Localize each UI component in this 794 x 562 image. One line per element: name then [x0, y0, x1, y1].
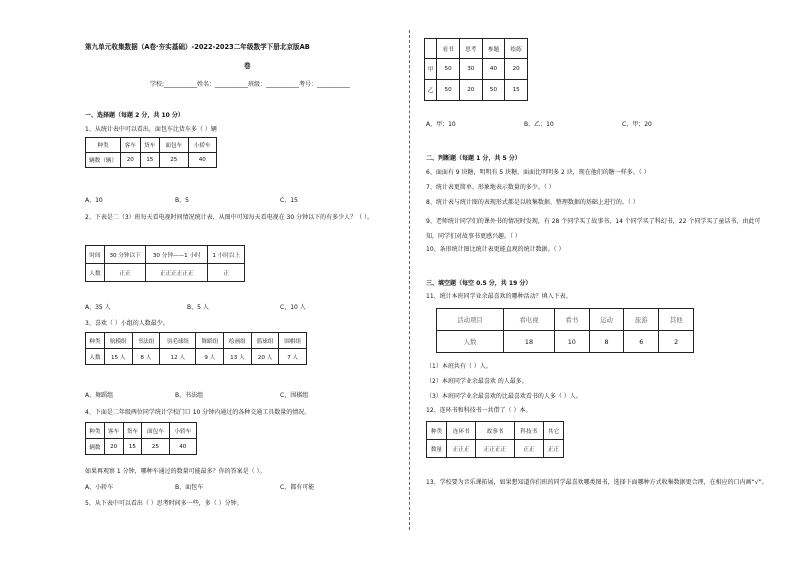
table-cell: 数量	[427, 440, 447, 458]
table-cell: 20	[459, 80, 482, 101]
q4-option-c: C、都有可能	[280, 484, 315, 491]
q12-text: 12、连环书和科技书一共借了（ ）本。	[426, 407, 532, 414]
q2-option-c: C、10 人	[280, 304, 306, 311]
q3-text: 3、喜欢（ ）小组的人数最少。	[85, 320, 169, 327]
table-cell: 绘画组	[224, 333, 252, 349]
student-info: 学校:___________姓名：___________班级：___________考号：___________	[150, 81, 351, 88]
q11-text: 11、统计本班同学业余最喜欢的哪种活动？填入下表。	[426, 293, 572, 300]
table-cell: 连环书	[447, 422, 476, 440]
q2-text: 2、下表是二（3）班每天看电视时间情况统计表，从图中可知每天看电视在 30 分钟以下的有多少人？（ ）。	[85, 214, 373, 221]
page-title: 第九单元收集数据（A卷·夯实基础）-2022-2023二年级数学下册北京版AB	[85, 43, 310, 51]
table-cell: 参题	[482, 39, 505, 59]
q11-sub2: （2）本班同学业余最喜欢 的人最多。	[426, 378, 528, 385]
table-cell: 40	[482, 59, 505, 80]
table-cell: 看电视	[504, 309, 555, 331]
table-cell: 13 人	[224, 349, 252, 365]
table-cell: 12 人	[160, 349, 196, 365]
table-cell: 正正	[105, 264, 146, 282]
table-cell: 20 人	[251, 349, 279, 365]
table-cell: 正正正	[447, 440, 476, 458]
table-cell: 20	[121, 153, 141, 168]
table-cell: 辆数	[86, 439, 105, 455]
table-cell: 50	[437, 80, 460, 101]
table-cell: 种类	[86, 333, 105, 349]
q11-table	[436, 308, 694, 353]
table-cell: 故事书	[476, 422, 514, 440]
table-cell: 舞蹈组	[196, 333, 224, 349]
table-cell: 种类	[86, 423, 105, 439]
table-cell: 50	[482, 80, 505, 101]
table-cell: 货车	[140, 138, 160, 153]
q8-text: 8、统计表与统计图的表现形式都是以收集数据、整理数据的基础上进行的。（ ）	[426, 199, 639, 206]
table-cell: 看书	[437, 39, 460, 59]
table-cell: 人数	[437, 331, 504, 353]
table-cell: 30 分钟以下	[105, 246, 146, 264]
q2-option-a: A、35 人	[85, 304, 111, 311]
table-cell: 种类	[427, 422, 447, 440]
section-choice-title: 一、选择题（每题 2 分，共 10 分）	[85, 112, 184, 119]
page-title-cont: 卷	[244, 62, 251, 70]
table-cell: 活动项目	[437, 309, 504, 331]
table-cell: 15	[505, 80, 528, 101]
table-cell: 科技书	[514, 422, 543, 440]
q1-option-a: A、10	[85, 197, 103, 204]
table-cell: 正	[208, 264, 245, 282]
table-cell: 25	[142, 439, 169, 455]
table-cell: 20	[505, 59, 528, 80]
table-cell: 人数	[86, 264, 105, 282]
table-cell: 8	[589, 331, 624, 353]
q5-option-c: C、甲；20	[622, 121, 652, 128]
q11-sub3: （3）本班同学业余最喜欢的比最喜欢看书的人多（ ）人。	[426, 393, 582, 400]
table-cell: 50	[437, 59, 460, 80]
q2-table	[85, 245, 245, 282]
q4-question: 如果再观察 1 分钟，哪种车通过的数量可能最多？你的答案是（ ）。	[85, 468, 266, 475]
section-fill-title: 三、填空题（每空 0.5 分，共 19 分）	[426, 280, 532, 287]
table-cell: 40	[188, 153, 217, 168]
table-cell: 7 人	[279, 349, 307, 365]
table-cell: 甲	[425, 59, 437, 80]
q11-sub1: （1）本班共有（ ）人。	[426, 363, 492, 370]
table-cell: 小轿车	[169, 423, 196, 439]
table-cell: 客车	[121, 138, 141, 153]
table-cell: 小轿车	[188, 138, 217, 153]
table-cell: 30 分钟——1 小时	[146, 246, 208, 264]
table-cell: 围棋组	[279, 333, 307, 349]
table-cell: 25	[160, 153, 188, 168]
section-judge-title: 二、判断题（每题 1 分，共 5 分）	[426, 155, 521, 162]
column-divider	[409, 30, 410, 530]
table-cell: 面包车	[160, 138, 188, 153]
table-cell: 乙	[425, 80, 437, 101]
table-cell: 15	[123, 439, 142, 455]
table-cell: 6	[624, 331, 659, 353]
table-cell: 其它	[543, 422, 563, 440]
q1-option-b: B、5	[175, 197, 189, 204]
q3-option-c: C、围棋组	[280, 392, 309, 399]
table-cell: 15	[140, 153, 160, 168]
q7-text: 7、统计表更简单、形象地表示数量的多少。（ ）	[426, 184, 555, 191]
q2-option-b: B、5 人	[187, 304, 209, 311]
q3-table	[85, 332, 307, 365]
q5-text: 5、从下表中可以看出（ ）思考时间多一些，多（ ）分钟。	[85, 500, 243, 507]
q4-table	[85, 422, 197, 455]
table-cell: 辆数（辆）	[86, 153, 121, 168]
table-cell: 正正	[543, 440, 563, 458]
q1-option-c: C、15	[280, 197, 298, 204]
table-cell: 思考	[459, 39, 482, 59]
table-cell	[425, 39, 437, 59]
q12-table	[426, 421, 564, 458]
table-cell: 30	[459, 59, 482, 80]
table-cell: 2	[659, 331, 694, 353]
table-cell: 面包车	[142, 423, 169, 439]
table-cell: 客车	[104, 423, 123, 439]
q5-table	[424, 38, 528, 101]
table-cell: 旅游	[624, 309, 659, 331]
table-cell: 种类	[86, 138, 121, 153]
q3-option-a: A、舞蹈组	[85, 392, 114, 399]
table-cell: 货车	[123, 423, 142, 439]
q4-option-a: A、小轿车	[85, 484, 114, 491]
q4-text: 4、下面是二年级两位同学统计学校门口 10 分钟内通过的各种交通工具数量的情况。	[85, 409, 311, 416]
q4-option-b: B、面包车	[175, 484, 204, 491]
table-cell: 时间	[86, 246, 105, 264]
q13-text: 13、学校要为音乐课拓展，如果想知道你们班的同学最喜欢哪类图书，选择下面哪种方式收集数据更合理，在相应的口内画“√”。	[426, 479, 768, 486]
table-cell: 15 人	[104, 349, 132, 365]
table-cell: 正正正正	[476, 440, 514, 458]
table-cell: 20	[104, 439, 123, 455]
table-cell: 其他	[659, 309, 694, 331]
table-cell: 运动	[589, 309, 624, 331]
q10-text: 10、条形统计图比统计表更能直观的统计数据。（ ）	[426, 246, 565, 253]
table-cell: 正正	[514, 440, 543, 458]
table-cell: 看书	[554, 309, 589, 331]
table-cell: 9 人	[196, 349, 224, 365]
q3-option-b: B、书法组	[175, 392, 204, 399]
q6-text: 6、面面有 9 块糖，明明有 5 块糖，面面比明明多 2 块，现在他们的糖一样多。（ ）	[426, 169, 650, 176]
table-cell: 1 小时以上	[208, 246, 245, 264]
table-cell: 绘练	[505, 39, 528, 59]
table-cell: 篮球组	[251, 333, 279, 349]
q1-text: 1、从统计表中可以看出，面包车比货车多（ ）辆	[85, 126, 217, 133]
q5-option-a: A、甲；10	[426, 121, 456, 128]
q9-text: 9、老师统计同学们的课外书的情况时发现，有 28 个同学买了故事书，14 个同学买了科幻书，22 个同学买了童话书，由此可知，同学们对故事书更感兴趣。（ ）	[426, 218, 761, 240]
table-cell: 航模组	[104, 333, 132, 349]
table-cell: 18	[504, 331, 555, 353]
table-cell: 正正正正正正	[146, 264, 208, 282]
q1-table	[85, 137, 217, 168]
table-cell: 人数	[86, 349, 105, 365]
table-cell: 10	[554, 331, 589, 353]
table-cell: 书法组	[132, 333, 160, 349]
table-cell: 40	[169, 439, 196, 455]
table-cell: 8 人	[132, 349, 160, 365]
q5-option-b: B、乙；10	[524, 121, 554, 128]
table-cell: 羽毛球组	[160, 333, 196, 349]
